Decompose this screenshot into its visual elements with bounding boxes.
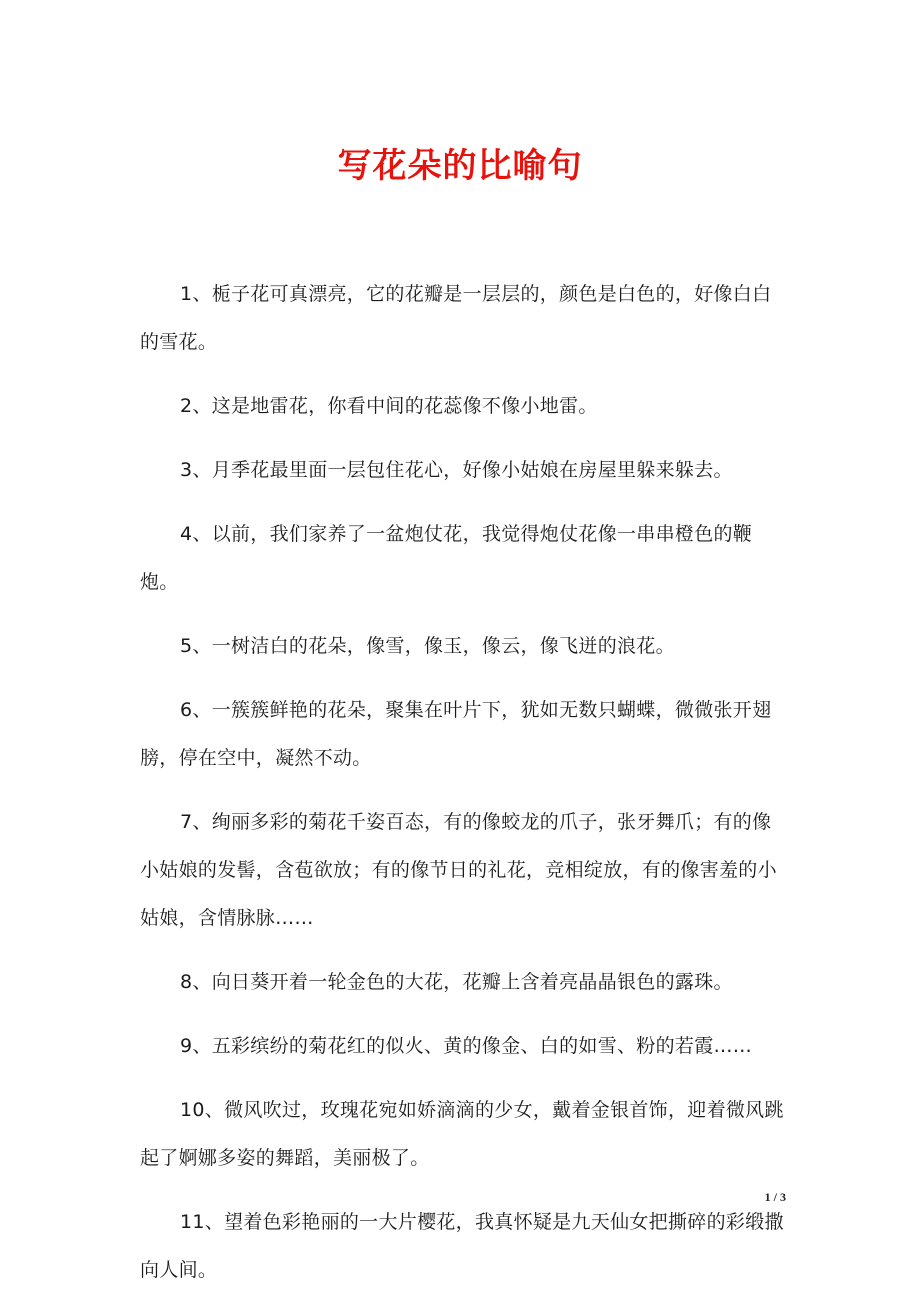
paragraph: 5、一树洁白的花朵，像雪，像玉，像云，像飞迸的浪花。 — [180, 635, 675, 657]
paragraph: 6、一簇簇鲜艳的花朵，聚集在叶片下，犹如无数只蝴蝶，微微张开翅膀，停在空中，凝然不动。 — [140, 699, 772, 769]
paragraph: 7、绚丽多彩的菊花千姿百态，有的像蛟龙的爪子，张牙舞爪；有的像小姑娘的发髻，含苞欲放；有的像节日的礼花，竞相绽放，有的像害羞的小姑娘，含情脉脉…… — [140, 811, 777, 929]
paragraph: 2、这是地雷花，你看中间的花蕊像不像小地雷。 — [180, 395, 598, 417]
paragraph: 9、五彩缤纷的菊花红的似火、黄的像金、白的如雪、粉的若霞…… — [180, 1035, 753, 1057]
page-number: 1 / 3 — [764, 1190, 786, 1204]
page-title: 写花朵的比喻句 — [337, 146, 583, 186]
paragraph: 8、向日葵开着一轮金色的大花，花瓣上含着亮晶晶银色的露珠。 — [180, 971, 733, 993]
paragraph: 11、望着色彩艳丽的一大片樱花，我真怀疑是九天仙女把撕碎的彩缎撒向人间。 — [140, 1211, 784, 1281]
paragraph: 3、月季花最里面一层包住花心，好像小姑娘在房屋里躲来躲去。 — [180, 459, 733, 481]
paragraph: 4、以前，我们家养了一盆炮仗花，我觉得炮仗花像一串串橙色的鞭炮。 — [140, 523, 753, 593]
paragraph: 10、微风吹过，玫瑰花宛如娇滴滴的少女，戴着金银首饰，迎着微风跳起了婀娜多姿的舞蹈，美丽极了。 — [140, 1099, 784, 1169]
paragraph: 1、栀子花可真漂亮，它的花瓣是一层层的，颜色是白色的，好像白白的雪花。 — [140, 283, 772, 353]
document-body — [140, 270, 788, 1310]
